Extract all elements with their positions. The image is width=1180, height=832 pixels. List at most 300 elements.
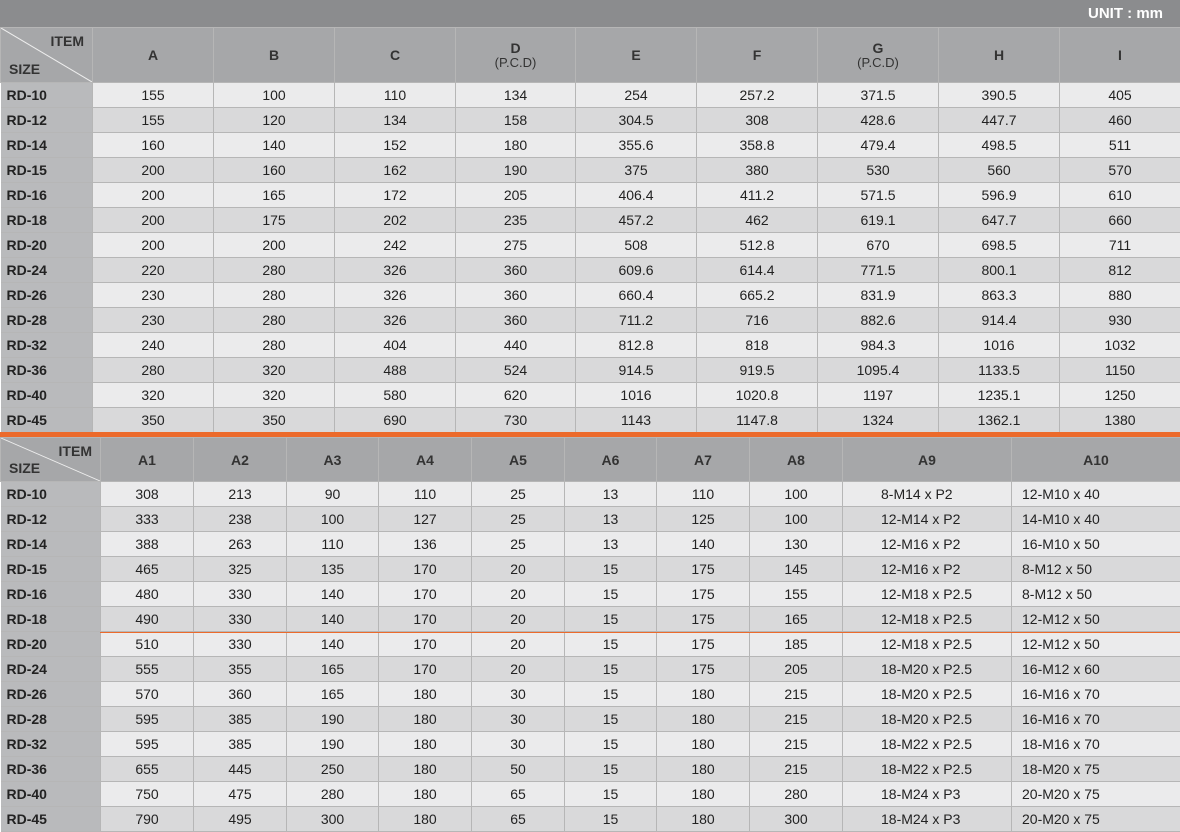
table-row: [1, 607, 1180, 632]
table-cell: 510: [101, 632, 194, 657]
table-cell: 65: [472, 782, 565, 807]
table-cell: 445: [194, 757, 287, 782]
table-cell: 812: [1060, 258, 1180, 283]
table-cell: 1324: [818, 408, 939, 433]
table-cell: 330: [194, 582, 287, 607]
corner-item-label: ITEM: [59, 443, 92, 459]
table-cell: 371.5: [818, 83, 939, 108]
column-header-label: E: [576, 47, 696, 63]
table-cell: 165: [287, 682, 379, 707]
table-cell: 18-M22 x P2.5: [843, 732, 1012, 757]
table-cell: 20-M20 x 75: [1012, 807, 1180, 832]
table-cell: 280: [93, 358, 214, 383]
table-cell: 508: [576, 233, 697, 258]
table-cell: 140: [214, 133, 335, 158]
column-header-a4: A4: [379, 438, 472, 482]
table-cell: 162: [335, 158, 456, 183]
table-cell: 326: [335, 283, 456, 308]
table-cell: 300: [287, 807, 379, 832]
table-cell: 8-M12 x 50: [1012, 582, 1180, 607]
table-cell: 50: [472, 757, 565, 782]
table-cell: 12-M10 x 40: [1012, 482, 1180, 507]
table-cell: 190: [456, 158, 576, 183]
column-header-label: B: [214, 47, 334, 63]
table-row: [1, 807, 1180, 832]
table-cell: 200: [93, 208, 214, 233]
table-cell: 404: [335, 333, 456, 358]
table-cell: 185: [750, 632, 843, 657]
table-cell: 385: [194, 707, 287, 732]
table-cell: 20: [472, 557, 565, 582]
table-cell: 524: [456, 358, 576, 383]
row-size-label: RD-20: [1, 233, 93, 258]
table-cell: 65: [472, 807, 565, 832]
column-header-label: G: [818, 40, 938, 56]
table-cell: 200: [93, 158, 214, 183]
column-header-a7: A7: [657, 438, 750, 482]
table-cell: 530: [818, 158, 939, 183]
row-size-label: RD-45: [1, 807, 101, 832]
table-cell: 571.5: [818, 183, 939, 208]
row-size-label: RD-24: [1, 258, 93, 283]
row-size-label: RD-45: [1, 408, 93, 433]
row-size-label: RD-14: [1, 532, 101, 557]
table-cell: 30: [472, 682, 565, 707]
table-row: [1, 582, 1180, 607]
table-cell: 609.6: [576, 258, 697, 283]
table-cell: 320: [214, 358, 335, 383]
table-cell: 320: [93, 383, 214, 408]
table-cell: 771.5: [818, 258, 939, 283]
corner-size-label: SIZE: [9, 460, 40, 476]
table-cell: 1380: [1060, 408, 1180, 433]
table-cell: 595: [101, 707, 194, 732]
row-size-label: RD-20: [1, 632, 101, 657]
table-cell: 200: [93, 233, 214, 258]
table-cell: 100: [750, 507, 843, 532]
row-size-label: RD-36: [1, 358, 93, 383]
table-cell: 280: [214, 258, 335, 283]
table-cell: 175: [657, 582, 750, 607]
table-cell: 750: [101, 782, 194, 807]
column-header-sublabel: (P.C.D): [456, 56, 575, 70]
table-cell: 660.4: [576, 283, 697, 308]
table-row: [1, 308, 1180, 333]
table-cell: 12-M12 x 50: [1012, 607, 1180, 632]
table-cell: 240: [93, 333, 214, 358]
table-cell: 180: [379, 682, 472, 707]
table-cell: 15: [565, 757, 657, 782]
table-cell: 280: [214, 283, 335, 308]
row-size-label: RD-32: [1, 333, 93, 358]
table-cell: 135: [287, 557, 379, 582]
table-cell: 172: [335, 183, 456, 208]
table-cell: 263: [194, 532, 287, 557]
table-cell: 12-M16 x P2: [843, 557, 1012, 582]
table-row: [1, 507, 1180, 532]
row-size-label: RD-24: [1, 657, 101, 682]
table-cell: 655: [101, 757, 194, 782]
table-cell: 326: [335, 258, 456, 283]
table-cell: 18-M20 x 75: [1012, 757, 1180, 782]
table-cell: 1147.8: [697, 408, 818, 433]
table-cell: 447.7: [939, 108, 1060, 133]
table-cell: 13: [565, 507, 657, 532]
table-cell: 716: [697, 308, 818, 333]
table-cell: 375: [576, 158, 697, 183]
table-row: [1, 557, 1180, 582]
table-cell: 358.8: [697, 133, 818, 158]
table-cell: 180: [456, 133, 576, 158]
table-cell: 385: [194, 732, 287, 757]
row-size-label: RD-18: [1, 607, 101, 632]
table-cell: 250: [287, 757, 379, 782]
table-cell: 15: [565, 732, 657, 757]
table-cell: 180: [379, 807, 472, 832]
table-cell: 465: [101, 557, 194, 582]
table-cell: 242: [335, 233, 456, 258]
table-cell: 18-M20 x P2.5: [843, 707, 1012, 732]
table-cell: 330: [194, 607, 287, 632]
table-cell: 555: [101, 657, 194, 682]
table-cell: 110: [379, 482, 472, 507]
row-size-label: RD-14: [1, 133, 93, 158]
table-cell: 614.4: [697, 258, 818, 283]
column-header-h: [939, 28, 1060, 83]
table-cell: 165: [750, 607, 843, 632]
table-cell: 190: [287, 707, 379, 732]
table-cell: 14-M10 x 40: [1012, 507, 1180, 532]
row-size-label: RD-10: [1, 482, 101, 507]
table-cell: 406.4: [576, 183, 697, 208]
table-cell: 350: [214, 408, 335, 433]
table-cell: 16-M16 x 70: [1012, 682, 1180, 707]
table-cell: 120: [214, 108, 335, 133]
table-cell: 1362.1: [939, 408, 1060, 433]
table-cell: 15: [565, 707, 657, 732]
table-cell: 405: [1060, 83, 1180, 108]
table-cell: 170: [379, 557, 472, 582]
table-cell: 100: [214, 83, 335, 108]
table-cell: 15: [565, 632, 657, 657]
table-cell: 175: [657, 657, 750, 682]
table-row: [1, 657, 1180, 682]
table-cell: 18-M20 x P2.5: [843, 657, 1012, 682]
table-header-row: [1, 28, 1180, 83]
table-cell: 882.6: [818, 308, 939, 333]
column-header-a5: A5: [472, 438, 565, 482]
table-cell: 711.2: [576, 308, 697, 333]
table-cell: 479.4: [818, 133, 939, 158]
table-cell: 136: [379, 532, 472, 557]
table-cell: 15: [565, 682, 657, 707]
table-cell: 812.8: [576, 333, 697, 358]
table-cell: 175: [657, 632, 750, 657]
table-cell: 790: [101, 807, 194, 832]
table-cell: 984.3: [818, 333, 939, 358]
table-cell: 180: [379, 707, 472, 732]
table-cell: 110: [287, 532, 379, 557]
table-cell: 18-M22 x P2.5: [843, 757, 1012, 782]
table-cell: 620: [456, 383, 576, 408]
table-cell: 360: [456, 258, 576, 283]
table-cell: 320: [214, 383, 335, 408]
column-header-label: A: [93, 47, 213, 63]
table-cell: 215: [750, 707, 843, 732]
table-cell: 8-M12 x 50: [1012, 557, 1180, 582]
table-cell: 30: [472, 707, 565, 732]
table-cell: 20: [472, 582, 565, 607]
table-cell: 831.9: [818, 283, 939, 308]
table-cell: 18-M20 x P2.5: [843, 682, 1012, 707]
table-cell: 12-M14 x P2: [843, 507, 1012, 532]
table-cell: 140: [657, 532, 750, 557]
table-cell: 730: [456, 408, 576, 433]
table-row: [1, 333, 1180, 358]
table-cell: 230: [93, 308, 214, 333]
column-header-e: [576, 28, 697, 83]
table-cell: 215: [750, 682, 843, 707]
table-cell: 1250: [1060, 383, 1180, 408]
column-header-label: H: [939, 47, 1059, 63]
table-row: [1, 183, 1180, 208]
column-header-d: [456, 28, 576, 83]
row-size-label: RD-32: [1, 732, 101, 757]
table-cell: 200: [93, 183, 214, 208]
row-size-label: RD-15: [1, 158, 93, 183]
table-cell: 1016: [939, 333, 1060, 358]
table-header-row: [1, 438, 1180, 482]
table-cell: 1235.1: [939, 383, 1060, 408]
table-cell: 488: [335, 358, 456, 383]
table-row: [1, 532, 1180, 557]
table-cell: 170: [379, 607, 472, 632]
table-row: [1, 83, 1180, 108]
table-cell: 20-M20 x 75: [1012, 782, 1180, 807]
column-header-i: [1060, 28, 1180, 83]
table-cell: 190: [287, 732, 379, 757]
table-cell: 18-M24 x P3: [843, 782, 1012, 807]
column-header-g: [818, 28, 939, 83]
table-cell: 254: [576, 83, 697, 108]
table-cell: 660: [1060, 208, 1180, 233]
table-cell: 490: [101, 607, 194, 632]
table-cell: 12-M18 x P2.5: [843, 632, 1012, 657]
row-size-label: RD-16: [1, 582, 101, 607]
table-cell: 690: [335, 408, 456, 433]
table-cell: 390.5: [939, 83, 1060, 108]
dimension-table-bottom: [0, 437, 1180, 832]
table-cell: 8-M14 x P2: [843, 482, 1012, 507]
table-cell: 15: [565, 607, 657, 632]
dimension-table-top: [0, 27, 1180, 433]
table-cell: 180: [657, 782, 750, 807]
table-cell: 180: [379, 732, 472, 757]
column-header-a3: A3: [287, 438, 379, 482]
table-cell: 125: [657, 507, 750, 532]
table-cell: 300: [750, 807, 843, 832]
table-cell: 12-M18 x P2.5: [843, 607, 1012, 632]
table-cell: 919.5: [697, 358, 818, 383]
table-row: [1, 233, 1180, 258]
table-cell: 25: [472, 507, 565, 532]
table-cell: 238: [194, 507, 287, 532]
table-cell: 100: [287, 507, 379, 532]
table-row: [1, 782, 1180, 807]
table-cell: 140: [287, 632, 379, 657]
table-cell: 1143: [576, 408, 697, 433]
table-cell: 12-M12 x 50: [1012, 632, 1180, 657]
column-header-label: C: [335, 47, 455, 63]
table-cell: 380: [697, 158, 818, 183]
table-cell: 880: [1060, 283, 1180, 308]
corner-size-label: SIZE: [9, 61, 40, 77]
table-cell: 15: [565, 582, 657, 607]
table-cell: 670: [818, 233, 939, 258]
row-size-label: RD-12: [1, 108, 93, 133]
row-size-label: RD-26: [1, 283, 93, 308]
table-cell: 180: [657, 707, 750, 732]
table-cell: 155: [750, 582, 843, 607]
table-cell: 560: [939, 158, 1060, 183]
table-cell: 698.5: [939, 233, 1060, 258]
table-cell: 90: [287, 482, 379, 507]
table-cell: 170: [379, 582, 472, 607]
corner-header: [1, 28, 93, 83]
table-row: [1, 383, 1180, 408]
table-cell: 1150: [1060, 358, 1180, 383]
table-cell: 350: [93, 408, 214, 433]
table-cell: 180: [379, 757, 472, 782]
table-cell: 580: [335, 383, 456, 408]
table-cell: 20: [472, 632, 565, 657]
table-cell: 1032: [1060, 333, 1180, 358]
table-cell: 711: [1060, 233, 1180, 258]
row-group-divider: [100, 632, 1180, 633]
corner-header: [1, 438, 101, 482]
table-row: [1, 707, 1180, 732]
table-cell: 170: [379, 632, 472, 657]
table-cell: 155: [93, 83, 214, 108]
column-header-a8: A8: [750, 438, 843, 482]
table-row: [1, 482, 1180, 507]
table-cell: 12-M16 x P2: [843, 532, 1012, 557]
table-cell: 800.1: [939, 258, 1060, 283]
column-header-a: [93, 28, 214, 83]
table-cell: 308: [697, 108, 818, 133]
table-cell: 160: [93, 133, 214, 158]
row-size-label: RD-12: [1, 507, 101, 532]
table-cell: 360: [456, 283, 576, 308]
table-cell: 205: [750, 657, 843, 682]
row-size-label: RD-26: [1, 682, 101, 707]
table-row: [1, 108, 1180, 133]
table-cell: 134: [456, 83, 576, 108]
table-cell: 134: [335, 108, 456, 133]
table-cell: 480: [101, 582, 194, 607]
table-cell: 275: [456, 233, 576, 258]
table-cell: 15: [565, 782, 657, 807]
table-cell: 280: [750, 782, 843, 807]
table-cell: 20: [472, 657, 565, 682]
table-cell: 1197: [818, 383, 939, 408]
table-cell: 165: [287, 657, 379, 682]
table-cell: 180: [657, 807, 750, 832]
column-header-a9: A9: [843, 438, 1012, 482]
table-cell: 25: [472, 532, 565, 557]
table-cell: 230: [93, 283, 214, 308]
table-cell: 595: [101, 732, 194, 757]
row-size-label: RD-40: [1, 383, 93, 408]
row-size-label: RD-18: [1, 208, 93, 233]
table-row: [1, 632, 1180, 657]
table-cell: 25: [472, 482, 565, 507]
table-cell: 647.7: [939, 208, 1060, 233]
column-header-label: I: [1060, 47, 1180, 63]
table-cell: 333: [101, 507, 194, 532]
table-row: [1, 732, 1180, 757]
table-cell: 140: [287, 607, 379, 632]
unit-label: UNIT : mm: [0, 0, 1180, 27]
table-cell: 1020.8: [697, 383, 818, 408]
table-cell: 18-M24 x P3: [843, 807, 1012, 832]
table-cell: 1133.5: [939, 358, 1060, 383]
table-cell: 205: [456, 183, 576, 208]
table-cell: 280: [287, 782, 379, 807]
table-cell: 15: [565, 657, 657, 682]
table-cell: 665.2: [697, 283, 818, 308]
column-header-a6: A6: [565, 438, 657, 482]
table-cell: 160: [214, 158, 335, 183]
table-row: [1, 408, 1180, 433]
table-cell: 13: [565, 482, 657, 507]
table-cell: 512.8: [697, 233, 818, 258]
column-header-c: [335, 28, 456, 83]
table-cell: 355: [194, 657, 287, 682]
table-cell: 170: [379, 657, 472, 682]
column-header-b: [214, 28, 335, 83]
table-cell: 570: [101, 682, 194, 707]
table-cell: 180: [379, 782, 472, 807]
table-cell: 511: [1060, 133, 1180, 158]
table-cell: 326: [335, 308, 456, 333]
table-row: [1, 208, 1180, 233]
table-cell: 180: [657, 732, 750, 757]
table-cell: 15: [565, 557, 657, 582]
table-cell: 818: [697, 333, 818, 358]
table-cell: 130: [750, 532, 843, 557]
table-cell: 280: [214, 333, 335, 358]
table-cell: 175: [214, 208, 335, 233]
table-cell: 495: [194, 807, 287, 832]
table-cell: 18-M16 x 70: [1012, 732, 1180, 757]
table-cell: 16-M12 x 60: [1012, 657, 1180, 682]
table-row: [1, 757, 1180, 782]
table-cell: 914.4: [939, 308, 1060, 333]
row-size-label: RD-28: [1, 707, 101, 732]
row-size-label: RD-36: [1, 757, 101, 782]
table-cell: 610: [1060, 183, 1180, 208]
table-cell: 152: [335, 133, 456, 158]
row-size-label: RD-15: [1, 557, 101, 582]
table-row: [1, 283, 1180, 308]
column-header-a1: A1: [101, 438, 194, 482]
table-cell: 110: [657, 482, 750, 507]
table-cell: 475: [194, 782, 287, 807]
column-header-label: D: [456, 40, 575, 56]
table-cell: 457.2: [576, 208, 697, 233]
column-header-label: F: [697, 47, 817, 63]
